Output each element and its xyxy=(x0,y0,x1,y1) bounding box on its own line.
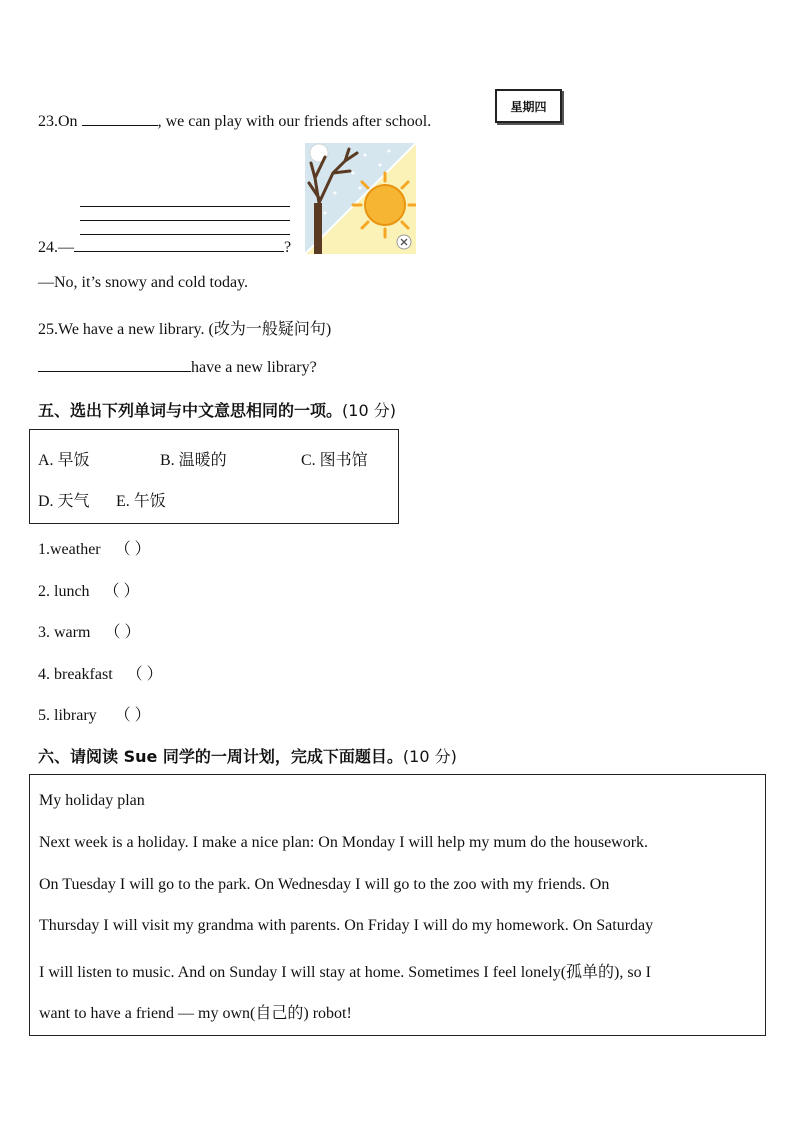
q24-number: 24.— xyxy=(38,239,74,256)
answer-paren[interactable]: （ ） xyxy=(104,624,141,641)
passage-line-1: Next week is a holiday. I make a nice plan: On Monday I will help my mum do the housework. xyxy=(39,834,649,851)
day-card xyxy=(495,89,562,123)
day-card-label: 星期四 xyxy=(510,99,547,114)
q25-answer-suffix: have a new library? xyxy=(191,359,317,376)
option-a: A. 早饭 xyxy=(38,452,90,469)
answer-paren[interactable]: （ ） xyxy=(114,541,151,558)
match-item-5 xyxy=(38,702,151,725)
q24-line-3[interactable] xyxy=(80,234,290,235)
section-6-heading xyxy=(38,744,457,767)
q24-blank[interactable] xyxy=(74,237,284,252)
q24-line-1[interactable] xyxy=(80,206,290,207)
q24-line-2[interactable] xyxy=(80,220,290,221)
passage-title: My holiday plan xyxy=(39,792,145,809)
options-box xyxy=(29,429,399,524)
winter-summer-picture xyxy=(305,143,416,254)
section-6-score: (10 分) xyxy=(402,747,457,766)
option-b: B. 温暖的 xyxy=(160,452,227,469)
match-word: 1.weather xyxy=(38,541,101,558)
match-word: 4. breakfast xyxy=(38,666,113,683)
passage-line-4: I will listen to music. And on Sunday I will stay at home. Sometimes I feel lonely(孤单的), so I xyxy=(39,964,651,981)
q24-answer: —No, it’s snowy and cold today. xyxy=(38,274,249,291)
q23-suffix: , we can play with our friends after school. xyxy=(157,113,432,130)
passage-line-2: On Tuesday I will go to the park. On Wednesday I will go to the zoo with my friends. On xyxy=(39,876,610,893)
answer-paren[interactable]: （ ） xyxy=(114,707,151,724)
q24-question-mark: ? xyxy=(284,239,292,256)
match-item-1 xyxy=(38,536,151,559)
q25-blank[interactable] xyxy=(38,357,191,372)
q23-prefix: 23.On xyxy=(38,113,82,130)
question-25: 25.We have a new library. (改为一般疑问句) xyxy=(38,321,332,338)
match-word: 5. library xyxy=(38,707,97,724)
section-5-heading xyxy=(38,398,396,421)
answer-paren[interactable]: （ ） xyxy=(126,666,163,683)
question-23 xyxy=(38,111,431,131)
match-item-2 xyxy=(38,578,140,601)
passage-line-3: Thursday I will visit my grandma with parents. On Friday I will do my homework. On Saturday xyxy=(39,917,654,934)
q23-blank[interactable] xyxy=(82,111,158,126)
passage-line-5: want to have a friend — my own(自己的) robot! xyxy=(39,1005,352,1022)
option-c: C. 图书馆 xyxy=(301,452,368,469)
section-5-score: (10 分) xyxy=(342,401,396,420)
q25-answer-line xyxy=(38,357,317,377)
match-word: 3. warm xyxy=(38,624,91,641)
section-6-title: 六、请阅读 Sue 同学的一周计划，完成下面题目。 xyxy=(38,747,403,766)
answer-paren[interactable]: （ ） xyxy=(103,583,140,600)
option-e: E. 午饭 xyxy=(116,493,166,510)
match-item-3 xyxy=(38,619,140,642)
question-24 xyxy=(38,237,291,257)
passage-box xyxy=(29,774,766,1036)
match-word: 2. lunch xyxy=(38,583,90,600)
section-5-title: 五、选出下列单词与中文意思相同的一项。 xyxy=(38,401,343,420)
option-d: D. 天气 xyxy=(38,493,90,510)
match-item-4 xyxy=(38,661,163,684)
